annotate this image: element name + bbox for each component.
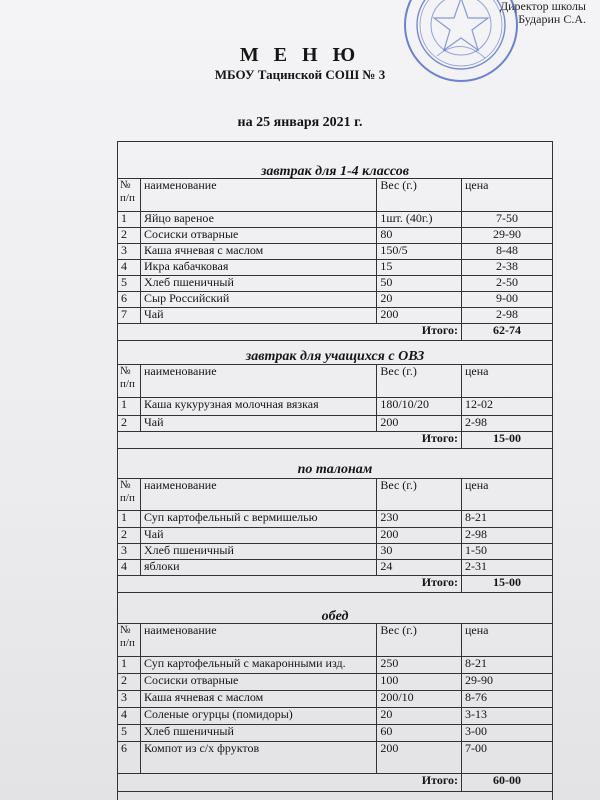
row-no: 1: [118, 657, 141, 674]
col-header-price: цена: [462, 179, 553, 212]
table-row: [118, 511, 553, 528]
row-weight: 200: [377, 416, 462, 432]
row-weight: 150/5: [377, 244, 462, 260]
row-price: 8-21: [462, 511, 553, 528]
row-no: 2: [118, 416, 141, 432]
row-weight: 50: [377, 276, 462, 292]
table-row: [118, 708, 553, 725]
row-price: 2-50: [462, 276, 553, 292]
table-row: [118, 691, 553, 708]
table-row: [118, 560, 553, 576]
row-no: 4: [118, 560, 141, 576]
row-name: Соленые огурцы (помидоры): [141, 708, 377, 725]
col-header-name: наименование: [141, 179, 377, 212]
total-label: Итого:: [118, 774, 462, 792]
row-weight: 15: [377, 260, 462, 276]
table-header-row: [118, 365, 553, 398]
row-weight: 180/10/20: [377, 398, 462, 416]
row-price: 2-98: [462, 416, 553, 432]
row-price: 8-21: [462, 657, 553, 674]
col-header-no: № п/п: [118, 479, 141, 511]
menu-table: [117, 364, 553, 449]
table-row: [118, 416, 553, 432]
row-weight: 200: [377, 742, 462, 774]
row-no: 3: [118, 244, 141, 260]
row-weight: 80: [377, 228, 462, 244]
row-weight: 20: [377, 292, 462, 308]
row-weight: 60: [377, 725, 462, 742]
section-title: завтрак для учащихся с ОВЗ: [245, 349, 425, 364]
row-no: 2: [118, 528, 141, 544]
col-header-price: цена: [462, 365, 553, 398]
row-name: Суп картофельный с макаронными изд.: [141, 657, 377, 674]
approval-signatory: Бударин С.А.: [518, 12, 586, 26]
table-row: [118, 276, 553, 292]
row-price: 1-50: [462, 544, 553, 560]
row-weight: 250: [377, 657, 462, 674]
total-row: [118, 576, 553, 593]
row-price: 2-31: [462, 560, 553, 576]
row-weight: 200: [377, 308, 462, 324]
total-value: 60-00: [462, 774, 553, 792]
col-header-price: цена: [462, 624, 553, 657]
row-price: 2-98: [462, 308, 553, 324]
table-row: [118, 308, 553, 324]
col-header-weight: Вес (г.): [377, 624, 462, 657]
row-price: 2-98: [462, 528, 553, 544]
row-weight: 200/10: [377, 691, 462, 708]
row-weight: 100: [377, 674, 462, 691]
row-no: 5: [118, 276, 141, 292]
col-header-weight: Вес (г.): [377, 365, 462, 398]
approval-position: Директор школы: [499, 0, 586, 13]
row-price: 2-38: [462, 260, 553, 276]
row-price: 8-76: [462, 691, 553, 708]
total-value: 15-00: [462, 432, 553, 449]
row-name: Хлеб пшеничный: [141, 276, 377, 292]
table-row: [118, 244, 553, 260]
col-header-name: наименование: [141, 365, 377, 398]
col-header-name: наименование: [141, 479, 377, 511]
row-price: 3-00: [462, 725, 553, 742]
total-row: [118, 324, 553, 341]
row-name: Сыр Российский: [141, 292, 377, 308]
row-weight: 20: [377, 708, 462, 725]
table-row: [118, 260, 553, 276]
school-name: МБОУ Тацинской СОШ № 3: [214, 67, 386, 82]
row-no: 1: [118, 511, 141, 528]
total-row: [118, 432, 553, 449]
menu-title: М Е Н Ю: [239, 44, 361, 66]
table-row: [118, 742, 553, 774]
table-row: [118, 674, 553, 691]
table-header-row: [118, 624, 553, 657]
row-no: 7: [118, 308, 141, 324]
menu-table: [117, 623, 553, 792]
col-header-weight: Вес (г.): [377, 479, 462, 511]
row-weight: 230: [377, 511, 462, 528]
row-price: 12-02: [462, 398, 553, 416]
col-header-no: № п/п: [118, 179, 141, 212]
row-no: 1: [118, 398, 141, 416]
table-header-row: [118, 479, 553, 511]
col-header-price: цена: [462, 479, 553, 511]
menu-date: на 25 января 2021 г.: [237, 115, 363, 130]
row-no: 6: [118, 292, 141, 308]
row-name: Каша кукурузная молочная вязкая: [141, 398, 377, 416]
row-name: Хлеб пшеничный: [141, 544, 377, 560]
row-name: Сосиски отварные: [141, 674, 377, 691]
row-price: 9-00: [462, 292, 553, 308]
row-no: 4: [118, 708, 141, 725]
row-no: 6: [118, 742, 141, 774]
table-row: [118, 292, 553, 308]
col-header-no: № п/п: [118, 365, 141, 398]
row-price: 7-00: [462, 742, 553, 774]
row-no: 2: [118, 228, 141, 244]
menu-table: [117, 178, 553, 341]
section-title: завтрак для 1-4 классов: [260, 164, 410, 179]
row-no: 1: [118, 212, 141, 228]
row-price: 7-50: [462, 212, 553, 228]
row-price: 3-13: [462, 708, 553, 725]
row-name: яблоки: [141, 560, 377, 576]
row-no: 5: [118, 725, 141, 742]
row-weight: 1шт. (40г.): [377, 212, 462, 228]
total-value: 62-74: [462, 324, 553, 341]
row-name: Икра кабачковая: [141, 260, 377, 276]
table-header-row: [118, 179, 553, 212]
row-no: 3: [118, 691, 141, 708]
row-name: Каша ячневая с маслом: [141, 691, 377, 708]
table-row: [118, 657, 553, 674]
row-name: Чай: [141, 416, 377, 432]
total-label: Итого:: [118, 576, 462, 593]
table-row: [118, 528, 553, 544]
table-row: [118, 212, 553, 228]
section-title: обед: [321, 609, 349, 624]
col-header-name: наименование: [141, 624, 377, 657]
row-name: Яйцо вареное: [141, 212, 377, 228]
row-price: 29-90: [462, 228, 553, 244]
row-name: Каша ячневая с маслом: [141, 244, 377, 260]
total-label: Итого:: [118, 432, 462, 449]
table-row: [118, 398, 553, 416]
row-name: Компот из с/х фруктов: [141, 742, 377, 774]
row-no: 4: [118, 260, 141, 276]
menu-table: [117, 478, 553, 593]
row-no: 2: [118, 674, 141, 691]
row-price: 8-48: [462, 244, 553, 260]
table-row: [118, 725, 553, 742]
table-row: [118, 544, 553, 560]
row-weight: 24: [377, 560, 462, 576]
table-row: [118, 228, 553, 244]
col-header-weight: Вес (г.): [377, 179, 462, 212]
section-title: по талонам: [297, 462, 373, 477]
total-value: 15-00: [462, 576, 553, 593]
row-name: Чай: [141, 528, 377, 544]
row-no: 3: [118, 544, 141, 560]
col-header-no: № п/п: [118, 624, 141, 657]
row-weight: 200: [377, 528, 462, 544]
total-row: [118, 774, 553, 792]
row-name: Сосиски отварные: [141, 228, 377, 244]
row-weight: 30: [377, 544, 462, 560]
row-name: Суп картофельный с вермишелью: [141, 511, 377, 528]
total-label: Итого:: [118, 324, 462, 341]
row-price: 29-90: [462, 674, 553, 691]
row-name: Чай: [141, 308, 377, 324]
row-name: Хлеб пшеничный: [141, 725, 377, 742]
